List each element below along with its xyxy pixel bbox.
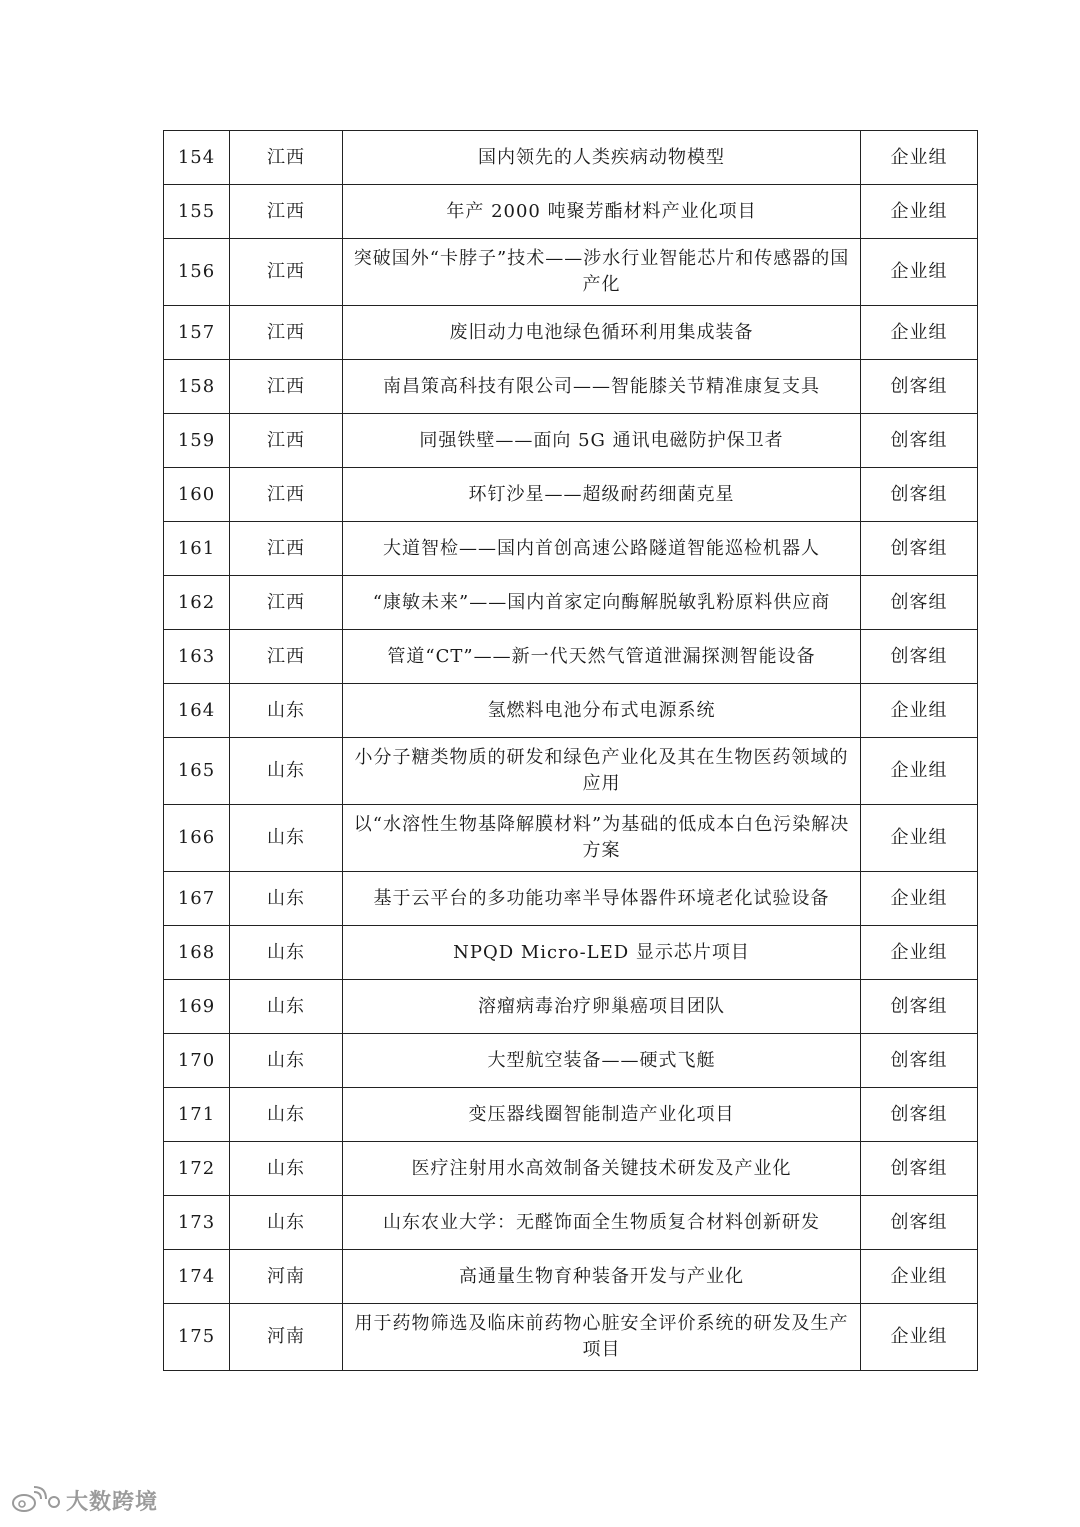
table-row	[164, 576, 978, 630]
project-name-cell: 国内领先的人类疾病动物模型	[343, 131, 861, 185]
table-row	[164, 360, 978, 414]
group-cell: 创客组	[861, 1088, 978, 1142]
project-table	[163, 130, 978, 1371]
province-cell: 山东	[230, 1034, 343, 1088]
table-row	[164, 522, 978, 576]
table-row	[164, 980, 978, 1034]
watermark	[10, 1484, 158, 1516]
row-number: 158	[164, 360, 230, 414]
row-number: 156	[164, 239, 230, 306]
group-cell: 企业组	[861, 738, 978, 805]
province-cell: 江西	[230, 468, 343, 522]
row-number: 173	[164, 1196, 230, 1250]
row-number: 165	[164, 738, 230, 805]
group-cell: 企业组	[861, 239, 978, 306]
table-row	[164, 1250, 978, 1304]
group-cell: 企业组	[861, 1304, 978, 1371]
province-cell: 江西	[230, 414, 343, 468]
project-name-cell: “康敏未来”——国内首家定向酶解脱敏乳粉原料供应商	[343, 576, 861, 630]
row-number: 162	[164, 576, 230, 630]
project-name-cell: 环钉沙星——超级耐药细菌克星	[343, 468, 861, 522]
group-cell: 创客组	[861, 1196, 978, 1250]
project-name-cell: 废旧动力电池绿色循环利用集成装备	[343, 306, 861, 360]
province-cell: 河南	[230, 1250, 343, 1304]
row-number: 171	[164, 1088, 230, 1142]
province-cell: 山东	[230, 738, 343, 805]
province-cell: 山东	[230, 805, 343, 872]
province-cell: 江西	[230, 522, 343, 576]
group-cell: 创客组	[861, 414, 978, 468]
project-name-cell: 小分子糖类物质的研发和绿色产业化及其在生物医药领域的应用	[343, 738, 861, 805]
table-row	[164, 306, 978, 360]
project-name-cell: 大型航空装备——硬式飞艇	[343, 1034, 861, 1088]
row-number: 175	[164, 1304, 230, 1371]
group-cell: 企业组	[861, 872, 978, 926]
table-row	[164, 805, 978, 872]
project-name-cell: 山东农业大学：无醛饰面全生物质复合材料创新研发	[343, 1196, 861, 1250]
row-number: 174	[164, 1250, 230, 1304]
group-cell: 创客组	[861, 980, 978, 1034]
project-name-cell: 用于药物筛选及临床前药物心脏安全评价系统的研发及生产项目	[343, 1304, 861, 1371]
group-cell: 企业组	[861, 131, 978, 185]
project-name-cell: 大道智检——国内首创高速公路隧道智能巡检机器人	[343, 522, 861, 576]
row-number: 172	[164, 1142, 230, 1196]
province-cell: 山东	[230, 684, 343, 738]
project-name-cell: 以“水溶性生物基降解膜材料”为基础的低成本白色污染解决方案	[343, 805, 861, 872]
group-cell: 创客组	[861, 1034, 978, 1088]
weibo-logo-icon	[10, 1486, 60, 1514]
project-name-cell: 突破国外“卡脖子”技术——涉水行业智能芯片和传感器的国产化	[343, 239, 861, 306]
group-cell: 企业组	[861, 684, 978, 738]
row-number: 163	[164, 630, 230, 684]
table-row	[164, 1142, 978, 1196]
row-number: 169	[164, 980, 230, 1034]
project-name-cell: 医疗注射用水高效制备关键技术研发及产业化	[343, 1142, 861, 1196]
project-name-cell: 氢燃料电池分布式电源系统	[343, 684, 861, 738]
project-name-cell: 变压器线圈智能制造产业化项目	[343, 1088, 861, 1142]
group-cell: 创客组	[861, 360, 978, 414]
row-number: 168	[164, 926, 230, 980]
project-name-cell: 溶瘤病毒治疗卵巢癌项目团队	[343, 980, 861, 1034]
province-cell: 河南	[230, 1304, 343, 1371]
row-number: 167	[164, 872, 230, 926]
table-row	[164, 738, 978, 805]
province-cell: 江西	[230, 306, 343, 360]
table-row	[164, 131, 978, 185]
project-name-cell: 年产 2000 吨聚芳酯材料产业化项目	[343, 185, 861, 239]
table-row	[164, 926, 978, 980]
row-number: 155	[164, 185, 230, 239]
group-cell: 创客组	[861, 576, 978, 630]
province-cell: 山东	[230, 872, 343, 926]
group-cell: 创客组	[861, 468, 978, 522]
watermark-text: 大数跨境	[66, 1489, 159, 1515]
table-row	[164, 414, 978, 468]
group-cell: 创客组	[861, 630, 978, 684]
table-row	[164, 630, 978, 684]
row-number: 157	[164, 306, 230, 360]
table-row	[164, 1088, 978, 1142]
project-name-cell: 管道“CT”——新一代天然气管道泄漏探测智能设备	[343, 630, 861, 684]
group-cell: 企业组	[861, 306, 978, 360]
province-cell: 江西	[230, 576, 343, 630]
table-row	[164, 239, 978, 306]
row-number: 160	[164, 468, 230, 522]
project-name-cell: 南昌策高科技有限公司——智能膝关节精准康复支具	[343, 360, 861, 414]
group-cell: 创客组	[861, 522, 978, 576]
table-row	[164, 1196, 978, 1250]
table-row	[164, 1034, 978, 1088]
group-cell: 企业组	[861, 805, 978, 872]
province-cell: 山东	[230, 1088, 343, 1142]
row-number: 161	[164, 522, 230, 576]
group-cell: 企业组	[861, 926, 978, 980]
group-cell: 企业组	[861, 185, 978, 239]
row-number: 159	[164, 414, 230, 468]
project-name-cell: 基于云平台的多功能功率半导体器件环境老化试验设备	[343, 872, 861, 926]
province-cell: 江西	[230, 630, 343, 684]
table-body	[164, 131, 978, 1371]
table-row	[164, 872, 978, 926]
table-row	[164, 185, 978, 239]
province-cell: 江西	[230, 131, 343, 185]
row-number: 170	[164, 1034, 230, 1088]
province-cell: 江西	[230, 239, 343, 306]
group-cell: 企业组	[861, 1250, 978, 1304]
province-cell: 山东	[230, 980, 343, 1034]
project-name-cell: 高通量生物育种装备开发与产业化	[343, 1250, 861, 1304]
row-number: 166	[164, 805, 230, 872]
row-number: 164	[164, 684, 230, 738]
province-cell: 山东	[230, 1142, 343, 1196]
project-name-cell: 同强铁壁——面向 5G 通讯电磁防护保卫者	[343, 414, 861, 468]
table-row	[164, 468, 978, 522]
province-cell: 山东	[230, 926, 343, 980]
province-cell: 江西	[230, 185, 343, 239]
table-row	[164, 684, 978, 738]
row-number: 154	[164, 131, 230, 185]
table-row	[164, 1304, 978, 1371]
group-cell: 创客组	[861, 1142, 978, 1196]
province-cell: 山东	[230, 1196, 343, 1250]
province-cell: 江西	[230, 360, 343, 414]
project-name-cell: NPQD Micro-LED 显示芯片项目	[343, 926, 861, 980]
